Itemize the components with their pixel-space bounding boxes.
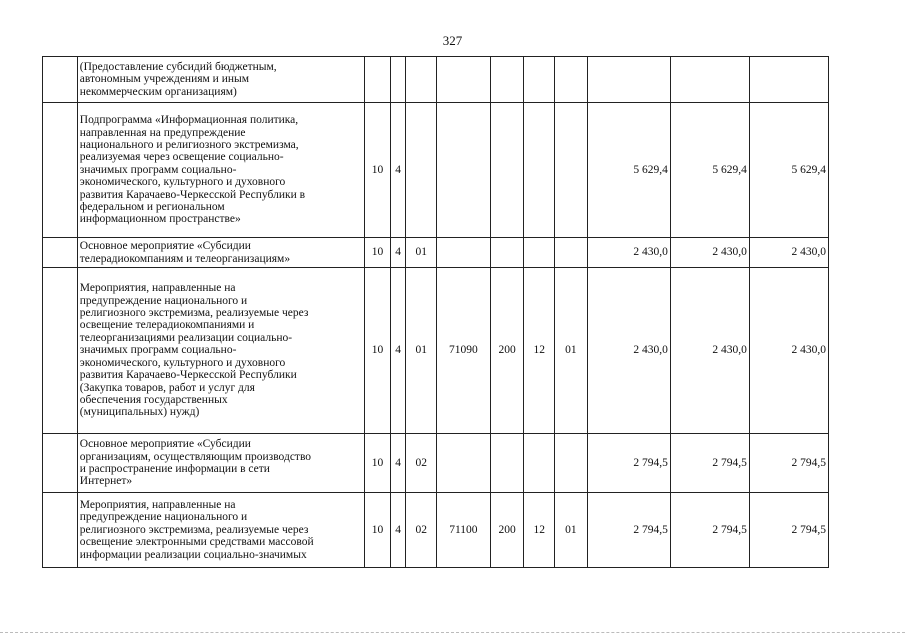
- value-cell: 2 430,0: [670, 238, 749, 268]
- code-cell: [365, 57, 390, 103]
- code-cell: 4: [390, 434, 406, 493]
- row-name: Мероприятия, направленные на предупреждение национального и религиозного экстремизма, реализуемые через освещение электронными средствами массовой информации реализации социально-значимых: [77, 493, 365, 568]
- value-cell: [749, 57, 828, 103]
- code-cell: [437, 103, 491, 238]
- value-cell: 5 629,4: [587, 103, 670, 238]
- budget-table: [42, 56, 829, 568]
- code-cell: [524, 57, 555, 103]
- index-cell: [43, 57, 78, 103]
- index-cell: [43, 103, 78, 238]
- row-name: Основное мероприятие «Субсидии телерадиокомпаниям и телеорганизациям»: [77, 238, 365, 268]
- value-cell: 5 629,4: [749, 103, 828, 238]
- code-cell: [490, 434, 524, 493]
- code-cell: 02: [406, 493, 437, 568]
- row-name: Основное мероприятие «Субсидии организациям, осуществляющим производство и распространение информации в сети Интернет»: [77, 434, 365, 493]
- code-cell: [524, 434, 555, 493]
- value-cell: 5 629,4: [670, 103, 749, 238]
- code-cell: 4: [390, 493, 406, 568]
- value-cell: 2 430,0: [749, 268, 828, 434]
- value-cell: 2 794,5: [670, 434, 749, 493]
- value-cell: 2 794,5: [587, 493, 670, 568]
- row-name: Мероприятия, направленные на предупреждение национального и религиозного экстремизма, реализуемые через освещение телерадиокомпаниями и телеорганизациями реализации социально- значимых программ социально- экономического, культурного и духовного развития Карачаево-Черкесской Республики (Закупка товаров, работ и услуг для обеспечения государственных (муниципальных) нужд): [77, 268, 365, 434]
- code-cell: [390, 57, 406, 103]
- code-cell: 10: [365, 268, 390, 434]
- budget-table-body: [43, 57, 829, 568]
- code-cell: 4: [390, 238, 406, 268]
- code-cell: [406, 57, 437, 103]
- table-row: [43, 493, 829, 568]
- value-cell: [670, 57, 749, 103]
- code-cell: [437, 434, 491, 493]
- table-row: [43, 57, 829, 103]
- code-cell: [437, 238, 491, 268]
- code-cell: 10: [365, 434, 390, 493]
- page-edge-divider: [0, 632, 905, 633]
- value-cell: 2 430,0: [670, 268, 749, 434]
- value-cell: 2 794,5: [749, 434, 828, 493]
- code-cell: [490, 238, 524, 268]
- table-row: [43, 238, 829, 268]
- code-cell: [490, 103, 524, 238]
- code-cell: 12: [524, 268, 555, 434]
- table-row: [43, 268, 829, 434]
- row-name: Подпрограмма «Информационная политика, направленная на предупреждение национального и религиозного экстремизма, реализуемая через освещение социально- значимых программ социально- экономического, культурного и духовного развития Карачаево-Черкесской Республики в федеральном и региональном информационном пространстве»: [77, 103, 365, 238]
- code-cell: [555, 434, 588, 493]
- value-cell: [587, 57, 670, 103]
- code-cell: [524, 103, 555, 238]
- code-cell: 71100: [437, 493, 491, 568]
- value-cell: 2 430,0: [749, 238, 828, 268]
- code-cell: 01: [555, 493, 588, 568]
- code-cell: 4: [390, 103, 406, 238]
- code-cell: 02: [406, 434, 437, 493]
- code-cell: 4: [390, 268, 406, 434]
- code-cell: 71090: [437, 268, 491, 434]
- code-cell: [524, 238, 555, 268]
- value-cell: 2 430,0: [587, 268, 670, 434]
- code-cell: 10: [365, 238, 390, 268]
- value-cell: 2 794,5: [587, 434, 670, 493]
- code-cell: 200: [490, 268, 524, 434]
- code-cell: 200: [490, 493, 524, 568]
- index-cell: [43, 493, 78, 568]
- code-cell: [555, 57, 588, 103]
- value-cell: 2 794,5: [749, 493, 828, 568]
- table-row: [43, 103, 829, 238]
- code-cell: 01: [406, 268, 437, 434]
- value-cell: 2 794,5: [670, 493, 749, 568]
- code-cell: [555, 103, 588, 238]
- code-cell: 10: [365, 103, 390, 238]
- code-cell: [437, 57, 491, 103]
- index-cell: [43, 238, 78, 268]
- page-number: 327: [442, 33, 463, 48]
- index-cell: [43, 268, 78, 434]
- code-cell: [490, 57, 524, 103]
- value-cell: 2 430,0: [587, 238, 670, 268]
- index-cell: [43, 434, 78, 493]
- row-name: (Предоставление субсидий бюджетным, автономным учреждениям и иным некоммерческим организациям): [77, 57, 365, 103]
- code-cell: 01: [406, 238, 437, 268]
- table-row: [43, 434, 829, 493]
- code-cell: 10: [365, 493, 390, 568]
- code-cell: 12: [524, 493, 555, 568]
- code-cell: [555, 238, 588, 268]
- code-cell: 01: [555, 268, 588, 434]
- code-cell: [406, 103, 437, 238]
